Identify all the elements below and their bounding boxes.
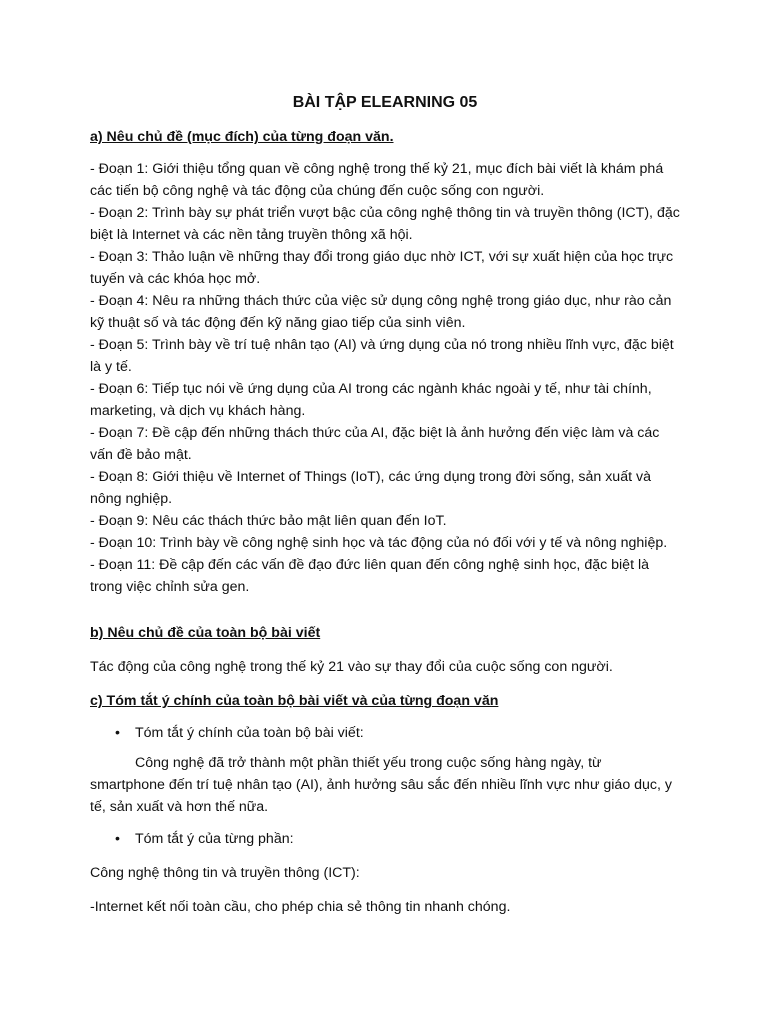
overall-summary: Công nghệ đã trở thành một phần thiết yếu trong cuộc sống hàng ngày, từ smartphone đến trí tuệ nhân tạo (AI), ảnh hưởng sâu sắc đến nhiều lĩnh vực như giáo dục, y tế, sản xuất và hơn thế nữa. xyxy=(90,755,673,815)
list-item: - Đoạn 1: Giới thiệu tổng quan về công nghệ trong thế kỷ 21, mục đích bài viết là khám phá các tiến bộ công nghệ và tác động của chúng đến cuộc sống con người. xyxy=(90,161,664,199)
list-item: - Đoạn 10: Trình bày về công nghệ sinh học và tác động của nó đối với y tế và nông nghiệp. xyxy=(90,535,668,551)
paragraph-topic-list xyxy=(90,158,680,598)
list-item: - Đoạn 11: Đề cập đến các vấn đề đạo đức liên quan đến công nghệ sinh học, đặc biệt là trong việc chỉnh sửa gen. xyxy=(90,557,649,595)
section-a-heading: a) Nêu chủ đề (mục đích) của từng đoạn văn. xyxy=(90,129,394,145)
section-c-heading: c) Tóm tắt ý chính của toàn bộ bài viết và của từng đoạn văn xyxy=(90,693,499,709)
bullet-item-overall xyxy=(90,722,680,744)
section-b-text: Tác động của công nghệ trong thế kỷ 21 vào sự thay đổi của cuộc sống con người. xyxy=(90,659,613,675)
bullet-item-parts xyxy=(90,828,680,850)
list-item: - Đoạn 6: Tiếp tục nói về ứng dụng của AI trong các ngành khác ngoài y tế, như tài chính, marketing, và dịch vụ khách hàng. xyxy=(90,381,652,419)
document-title: BÀI TẬP ELEARNING 05 xyxy=(292,94,478,111)
list-item: - Đoạn 8: Giới thiệu về Internet of Things (IoT), các ứng dụng trong đời sống, sản xuất và nông nghiệp. xyxy=(90,469,651,507)
list-item: - Đoạn 5: Trình bày về trí tuệ nhân tạo (AI) và ứng dụng của nó trong nhiều lĩnh vực, đặc biệt là y tế. xyxy=(90,337,674,375)
bullet-text: Tóm tắt ý chính của toàn bộ bài viết: xyxy=(135,725,364,741)
bullet-icon: • xyxy=(115,725,120,741)
section-b-heading: b) Nêu chủ đề của toàn bộ bài viết xyxy=(90,625,321,641)
part-heading: Công nghệ thông tin và truyền thông (ICT): xyxy=(90,865,360,881)
bullet-text: Tóm tắt ý của từng phần: xyxy=(135,831,294,847)
list-item: - Đoạn 2: Trình bày sự phát triển vượt bậc của công nghệ thông tin và truyền thông (ICT), đặc biệt là Internet và các nền tảng truyền thông xã hội. xyxy=(90,205,680,243)
list-item: - Đoạn 9: Nêu các thách thức bảo mật liên quan đến IoT. xyxy=(90,513,447,529)
list-item: - Đoạn 3: Thảo luận về những thay đổi trong giáo dục nhờ ICT, với sự xuất hiện của học trực tuyến và các khóa học mở. xyxy=(90,249,674,287)
part-line: -Internet kết nối toàn cầu, cho phép chia sẻ thông tin nhanh chóng. xyxy=(90,899,511,915)
bullet-icon: • xyxy=(115,831,120,847)
list-item: - Đoạn 7: Đề cập đến những thách thức của AI, đặc biệt là ảnh hưởng đến việc làm và các vấn đề bảo mật. xyxy=(90,425,660,463)
list-item: - Đoạn 4: Nêu ra những thách thức của việc sử dụng công nghệ trong giáo dục, như rào cản kỹ thuật số và tác động đến kỹ năng giao tiếp của sinh viên. xyxy=(90,293,672,331)
